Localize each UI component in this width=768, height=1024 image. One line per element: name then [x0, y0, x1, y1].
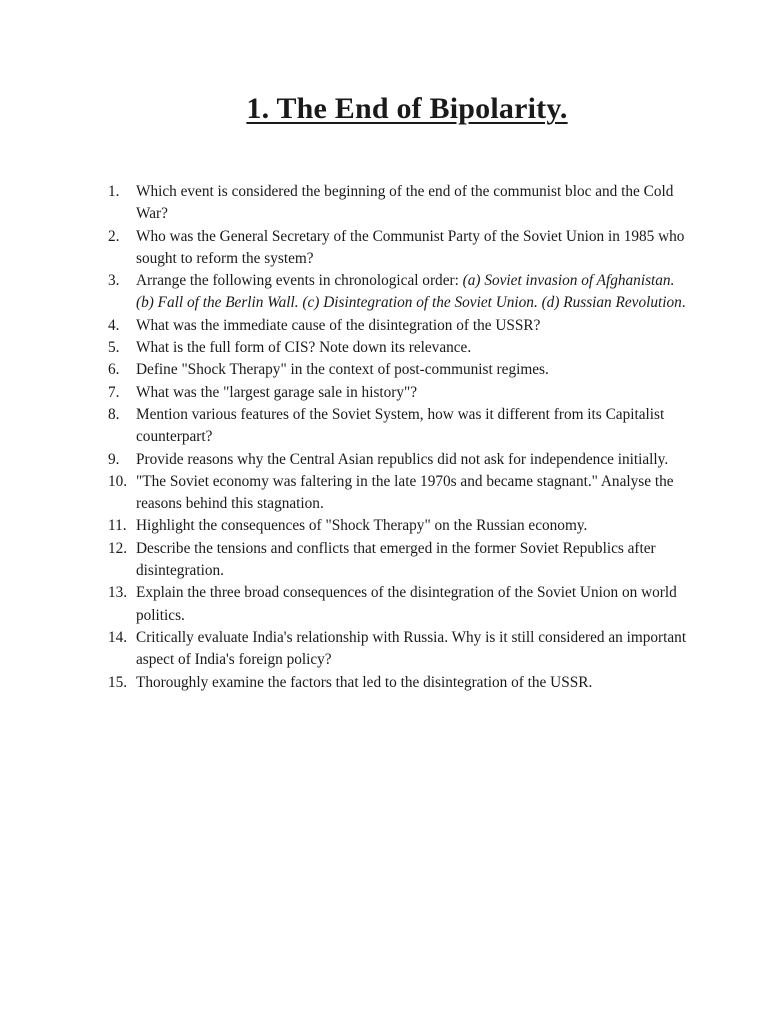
- list-item: [108, 270, 688, 315]
- list-item: [108, 337, 688, 359]
- question-number: 7.: [108, 383, 120, 401]
- list-item: [108, 515, 688, 537]
- question-text: Explain the three broad consequences of the disintegration of the Soviet Union on world politics.: [136, 584, 677, 624]
- page-title: 1. The End of Bipolarity.: [246, 92, 568, 125]
- question-text: What was the "largest garage sale in history"?: [136, 383, 418, 401]
- list-item: [108, 582, 688, 627]
- question-number: 5.: [108, 339, 120, 357]
- list-item: [108, 404, 688, 449]
- list-item: [108, 315, 688, 337]
- question-number: 1.: [108, 183, 120, 200]
- list-item: [108, 226, 688, 271]
- question-number: 11.: [108, 517, 127, 535]
- question-text: Define "Shock Therapy" in the context of post-communist regimes.: [136, 361, 549, 379]
- list-item: [108, 181, 688, 226]
- question-text: Highlight the consequences of "Shock Therapy" on the Russian economy.: [136, 517, 588, 535]
- list-item: [108, 449, 688, 471]
- question-text: Mention various features of the Soviet System, how was it different from its Capitalist counterpart?: [136, 405, 665, 446]
- list-item: [108, 359, 688, 381]
- question-number: 8.: [108, 405, 120, 423]
- question-text: What was the immediate cause of the disintegration of the USSR?: [136, 316, 541, 334]
- question-text: Which event is considered the beginning of the end of the communist bloc and the Cold War?: [136, 183, 674, 223]
- question-number: 15.: [108, 673, 128, 691]
- question-number: 10.: [108, 472, 128, 490]
- question-text: Provide reasons why the Central Asian republics did not ask for independence initially.: [136, 450, 669, 468]
- question-number: 2.: [108, 227, 120, 245]
- list-item: [108, 382, 688, 404]
- list-item: [108, 627, 688, 672]
- list-item: [108, 471, 688, 516]
- question-number: 9.: [108, 450, 120, 468]
- question-text: What is the full form of CIS? Note down its relevance.: [136, 339, 472, 357]
- question-text: Arrange the following events in chronological order: (a) Soviet invasion of Afghanistan. (b) Fall of the Berlin Wall. (c) Disintegration of the Soviet Union. (d) Russian Revolution.: [136, 272, 686, 312]
- question-text: "The Soviet economy was faltering in the late 1970s and became stagnant." Analyse the reasons behind this stagnation.: [136, 472, 674, 513]
- question-list: [108, 181, 688, 694]
- question-text: Who was the General Secretary of the Communist Party of the Soviet Union in 1985 who sought to reform the system?: [136, 227, 685, 267]
- list-item: [108, 672, 688, 694]
- question-number: 3.: [108, 272, 120, 290]
- question-number: 6.: [108, 361, 120, 379]
- list-item: [108, 538, 688, 583]
- question-number: 4.: [108, 316, 120, 334]
- question-text: Describe the tensions and conflicts that emerged in the former Soviet Republics after disintegration.: [136, 539, 656, 580]
- question-text: Thoroughly examine the factors that led to the disintegration of the USSR.: [136, 673, 593, 691]
- question-number: 14.: [108, 628, 128, 646]
- question-number: 12.: [108, 539, 128, 557]
- question-number: 13.: [108, 584, 128, 602]
- question-text: Critically evaluate India's relationship with Russia. Why is it still considered an important aspect of India's foreign policy?: [136, 628, 687, 669]
